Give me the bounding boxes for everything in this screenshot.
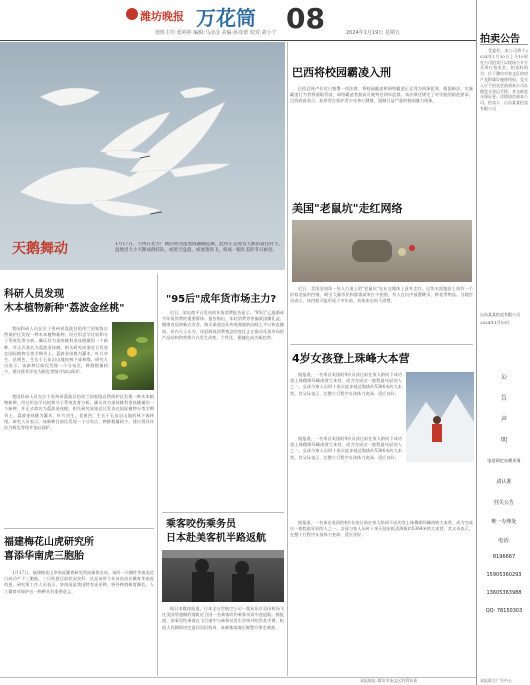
menu-item-gong: 公 bbox=[500, 374, 507, 381]
tiger-body: 1月17日，福建梅花山华南虎繁育研究所向媒体宣布，该所一只雌性华南虎近日成功产下三胞胎，三只幼崽目前状况良好。这是该所今年首次成功繁育华南虎幼崽。研究所工作人员表示，华南虎是我国特有虎亚种，野外种群极度濒危，人工繁育对保护这一物种具有重要意义。 bbox=[4, 570, 154, 594]
park-body: 巴西总统卢拉近日签署一项法律，将校园霸凌和网络霸凌正式列为刑事犯罪。根据新法，实施霸凌行为者将面临罚款，网络霸凌者最高可被判处四年监禁。该法律还规定了对学校的防范要求。巴西政府表示，此举旨在保护青少年身心健康，遏制日益严重的校园暴力现象。 bbox=[290, 86, 473, 104]
menu-item-sheng: 声 bbox=[500, 416, 507, 423]
youth-headline: "95后"成年货市场主力? bbox=[166, 294, 277, 305]
page-number: 08 bbox=[286, 2, 325, 35]
masthead bbox=[0, 0, 530, 40]
section-divider-left bbox=[4, 528, 154, 529]
section-title: 万花筒 bbox=[196, 6, 256, 30]
paper-logo bbox=[126, 6, 188, 24]
paper-name: 潍坊晚报 bbox=[140, 10, 184, 23]
tiger-headline: 福建梅花山虎研究所 喜添华南虎三胞胎 bbox=[4, 537, 94, 562]
plant-body-2: 我国科研人员在位于贵州省荔波县的茂兰国家级自然保护区发现一种木本植物新种，经过形态学比较和分子系统发育分析，确认其为金丝桃科金丝桃属的一个新种，并正式命名为荔波金丝桃。相关研究成果近日发表在国际植物分类学期刊上。荔波金丝桃为灌木，叶片对生，花黄色，生长于石灰岩山地的林下或林缘。研究人员表示，该新种目前仅发现一个分布点，种群数量较少，建议将其评估为极危等级并加以保护。 bbox=[4, 394, 154, 431]
jp-photo bbox=[162, 550, 284, 602]
bear-body: 近日，美国芝加哥一处人行道上的"老鼠坑"在社交媒体上意外走红。这块水泥地面上留有一个形似老鼠的凹痕，吸引大量市民和游客前来打卡拍照，有人在坑中放置硬币、鲜花等物品。当地官员表示，该凹痕可能形成于多年前，具体来历尚不清楚。 bbox=[290, 286, 473, 304]
plant-leaves bbox=[112, 322, 154, 390]
plant-headline: 科研人员发现 木本植物新种"荔波金丝桃" bbox=[4, 289, 125, 314]
plant-body: 我国科研人员在位于贵州省荔波县的茂兰国家级自然保护区发现一种木本植物新种，经过形态学比较和分子系统发育分析，确认其为金丝桃科金丝桃属的一个新种，并正式命名为荔波金丝桃。相关研究成果近日发表在国际植物分类学期刊上。荔波金丝桃为灌木，叶片对生，花黄色，生长于石灰岩山地的林下或林缘。研究人员表示，该新种目前仅发现一个分布点，种群数量较少，建议将其评估为极危等级并加以保护。 bbox=[4, 326, 108, 375]
auction-company: 山东某某拍卖有限公司 bbox=[480, 312, 520, 317]
kid-body: 据报道，一名来自英国的4岁女孩日前在家人陪同下成功登上珠穆朗玛峰南坡大本营，成为完成这一旅程最年轻的人之一。女孩与家人历时十余天徒步抵达海拔约5364米的大本营。其父母表示，在整个行程中女孩体力充沛、适应良好。 bbox=[290, 372, 402, 396]
phone-2[interactable]: 15905360293 bbox=[486, 572, 522, 578]
notice-menu bbox=[478, 332, 530, 682]
footer-ad: 本报联合广告中心 bbox=[480, 678, 512, 683]
bear-photo bbox=[292, 220, 472, 282]
pavement-image bbox=[292, 220, 472, 282]
swan-illustration bbox=[0, 42, 285, 270]
auction-title-underline bbox=[480, 44, 528, 45]
swan-title: 天鹅舞动 bbox=[12, 241, 68, 257]
menu-item-loss: 挂失公告 bbox=[493, 500, 514, 506]
jp-people bbox=[162, 550, 284, 602]
menu-item-gao: 告 bbox=[500, 395, 507, 402]
kid-body-2: 据报道，一名来自英国的4岁女孩日前在家人陪同下成功登上珠穆朗玛峰南坡大本营，成为完成这一旅程最年轻的人之一。女孩与家人历时十余天徒步抵达海拔约5364米的大本营。其父母表示，在整个行程中女孩体力充沛、适应良好。 bbox=[290, 436, 402, 460]
kid-headline: 4岁女孩登上珠峰大本营 bbox=[292, 352, 410, 365]
sidebar-divider bbox=[476, 0, 477, 685]
masthead-divider bbox=[0, 40, 476, 41]
jp-headline: 乘客咬伤乘务员 日本赴美客机半路返航 bbox=[166, 519, 266, 544]
kid-photo bbox=[406, 372, 474, 462]
auction-date: 2024年1月19日 bbox=[480, 320, 510, 325]
section-divider-right bbox=[290, 344, 473, 345]
page-date: 2024年1月19日 星期五 bbox=[346, 30, 400, 36]
mountain-image bbox=[406, 372, 474, 462]
jp-body: 据日本媒体报道，日本全日空航空公司一架从东京羽田机场飞往美国华盛顿的客机近日因一名乘客咬伤乘务员而中途返航。据报道，涉事男性乘客在飞行途中与乘务员发生争执并咬伤其手臂，机组人员随即决定返回羽田机场，该乘客落地后被警方带走调查。 bbox=[162, 606, 284, 630]
menu-item-verify: 请认准 bbox=[496, 479, 512, 485]
auction-title: 拍卖公告 bbox=[480, 34, 520, 44]
park-headline: 巴西将校园霸凌入刑 bbox=[292, 66, 391, 79]
footer-address: 本报地址:潍坊市奎文区胜利东街 bbox=[360, 678, 418, 683]
staff-line: 值班主任:张婷婷 编辑:马彦彦 美编:孙彦蕾 校对:刘小宁 bbox=[155, 30, 277, 36]
swan-caption: 1月17日，大鸨在北方广阔的黄河湿地间翩翩起舞。此时正是观赏天鹅的最佳时节，湿地里大小天鹅成群结队，或低空盘旋，或展翅高飞，构成一幅壮美的冬日画卷。 bbox=[115, 242, 283, 254]
col-divider-2 bbox=[287, 42, 288, 676]
logo-swirl-icon bbox=[126, 8, 138, 20]
col-divider-1 bbox=[157, 274, 158, 676]
youth-body: 近日，某电商平台发布的年货消费报告显示，"95后"已逐渐成为年货消费的重要群体。报告指出，年轻消费者更偏爱国潮礼盒、健康食品和新式零食，购买渠道也从传统商超转向线上平台和直播间。业内人士认为，年轻群体消费观念的变化正在推动年货市场的产品结构和营销方式发生改变，个性化、便捷化成为新趋势。 bbox=[162, 310, 284, 340]
kid-body-3: 据报道，一名来自英国的4岁女孩日前在家人陪同下成功登上珠穆朗玛峰南坡大本营，成为完成这一旅程最年轻的人之一。女孩与家人历时十余天徒步抵达海拔约5364米的大本营。其父母表示，在整个行程中女孩体力充沛、适应良好。 bbox=[290, 520, 473, 538]
menu-item-phone-service: 电话预定办理业务 bbox=[487, 458, 521, 463]
swan-photo bbox=[0, 42, 285, 270]
phone-qq[interactable]: QQ: 78150303 bbox=[485, 608, 523, 614]
menu-item-phone-label: 电话: bbox=[498, 538, 510, 544]
auction-body: 受委托，本公司将于2024年1月30日上午10时在公司拍卖厅以现场公开方式举行拍卖会，拍卖标的为：位于潍坊市奎文区的房产及附属设施使用权。竞买人应于拍卖会前到本公司办理竞买登记手续，并交纳竞买保证金。详情请咨询本公司。拍卖人：山东某某拍卖有限公司 bbox=[480, 48, 528, 111]
section-divider-mid bbox=[162, 512, 284, 513]
bear-headline: 美国"老鼠坑"走红网络 bbox=[292, 202, 403, 215]
plant-photo bbox=[112, 322, 154, 390]
menu-item-only: 唯一办理处 bbox=[491, 519, 517, 525]
menu-item-ming: 明 bbox=[500, 437, 507, 444]
phone-1[interactable]: 8196667 bbox=[492, 554, 516, 560]
phone-3[interactable]: 13605363988 bbox=[486, 590, 522, 596]
